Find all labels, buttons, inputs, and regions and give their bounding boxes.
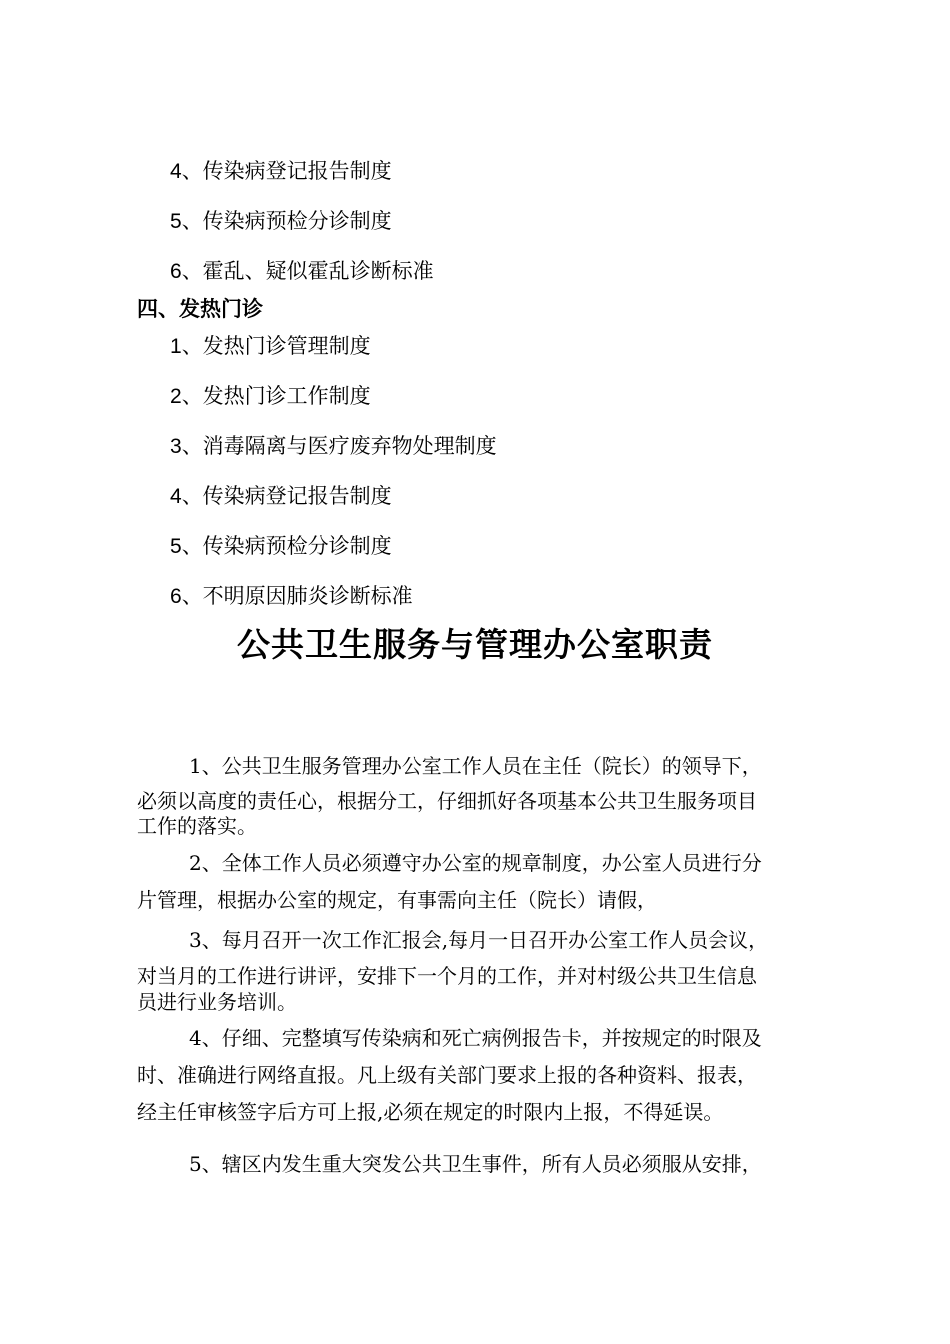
list-item-text: 、发热门诊管理制度 <box>181 334 371 358</box>
list-item-number: 6 <box>170 585 182 608</box>
paragraph-line: 员进行业务培训。 <box>137 990 297 1014</box>
paragraph <box>137 926 827 1016</box>
paragraph-line: 3、每月召开一次工作汇报会,每月一日召开办公室工作人员会议， <box>189 928 769 952</box>
list-item <box>170 382 371 411</box>
list-item-text: 、传染病预检分诊制度 <box>181 534 392 558</box>
list-item-text: 、霍乱、疑似霍乱诊断标准 <box>181 259 434 283</box>
list-item <box>170 582 413 611</box>
list-item-text: 、发热门诊工作制度 <box>181 384 371 408</box>
paragraph-line: 4、仔细、完整填写传染病和死亡病例报告卡，并按规定的时限及 <box>189 1026 762 1050</box>
list-item-number: 1 <box>170 335 182 358</box>
list-item <box>170 482 392 511</box>
list-item-text: 、传染病登记报告制度 <box>181 484 392 508</box>
paragraph <box>137 1024 827 1126</box>
list-item-number: 6 <box>170 260 182 283</box>
list-item-number: 4 <box>170 160 182 183</box>
list-item <box>170 432 497 461</box>
paragraph <box>137 849 827 914</box>
paragraph-line: 1、公共卫生服务管理办公室工作人员在主任（院长）的领导下， <box>189 754 762 778</box>
list-item-number: 4 <box>170 485 182 508</box>
paragraph-line: 5、辖区内发生重大突发公共卫生事件，所有人员必须服从安排， <box>189 1152 762 1176</box>
paragraph <box>137 1150 827 1178</box>
list-item-text: 、传染病登记报告制度 <box>181 159 392 183</box>
paragraph-line: 2、全体工作人员必须遵守办公室的规章制度，办公室人员进行分 <box>189 851 762 875</box>
list-item-text: 、传染病预检分诊制度 <box>181 209 392 233</box>
section-heading: 四、发热门诊 <box>137 296 263 321</box>
list-item-number: 3 <box>170 435 182 458</box>
paragraph <box>137 752 827 840</box>
list-item-number: 5 <box>170 210 182 233</box>
paragraph-line: 片管理，根据办公室的规定，有事需向主任（院长）请假， <box>137 888 657 912</box>
list-item <box>170 257 434 286</box>
list-item <box>170 532 392 561</box>
document-title: 公共卫生服务与管理办公室职责 <box>237 625 713 664</box>
list-item-number: 2 <box>170 385 182 408</box>
paragraph-line: 对当月的工作进行讲评，安排下一个月的工作，并对村级公共卫生信息 <box>137 964 757 988</box>
paragraph-line: 经主任审核签字后方可上报,必须在规定的时限内上报，不得延误。 <box>137 1100 724 1124</box>
list-item <box>170 332 371 361</box>
paragraph-line: 必须以高度的责任心，根据分工，仔细抓好各项基本公共卫生服务项目 <box>137 789 757 813</box>
list-item <box>170 157 392 186</box>
paragraph-line: 时、准确进行网络直报。凡上级有关部门要求上报的各种资料、报表， <box>137 1063 757 1087</box>
list-item-text: 、不明原因肺炎诊断标准 <box>181 584 413 608</box>
paragraph-line: 工作的落实。 <box>137 814 257 838</box>
list-item-text: 、消毒隔离与医疗废弃物处理制度 <box>181 434 497 458</box>
list-item-number: 5 <box>170 535 182 558</box>
list-item <box>170 207 392 236</box>
